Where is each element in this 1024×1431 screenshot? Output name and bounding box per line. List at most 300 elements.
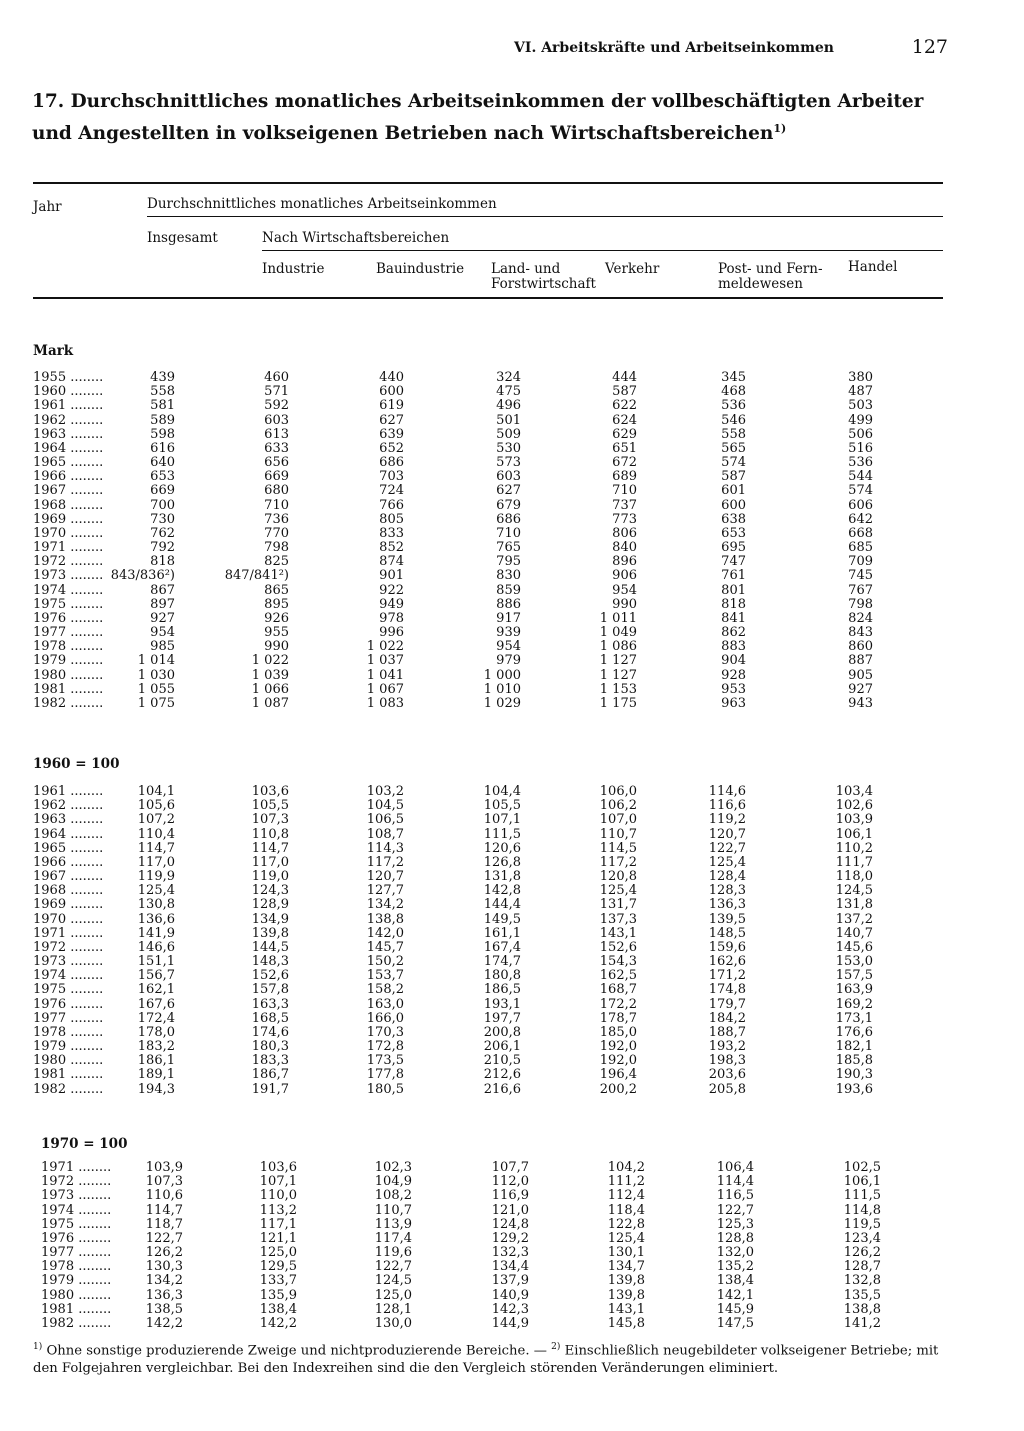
cell-insgesamt: 581 (150, 398, 175, 414)
table-row (41, 1204, 941, 1218)
table-body-1970 (41, 1161, 941, 1331)
cell-verkehr: 162,5 (599, 968, 637, 984)
cell-post: 345 (721, 370, 746, 385)
cell-land-forst: 193,1 (483, 996, 521, 1012)
table-row (33, 1068, 933, 1082)
cell-bauindustrie: 600 (379, 384, 404, 400)
cell-handel: 190,3 (835, 1067, 873, 1083)
year-cell: 1964 ........ (33, 826, 104, 842)
cell-verkehr: 773 (612, 511, 637, 527)
cell-land-forst: 679 (496, 497, 521, 513)
section-label-1970: 1970 = 100 (41, 1136, 128, 1152)
cell-bauindustrie: 153,7 (366, 968, 404, 984)
cell-land-forst: 627 (496, 483, 521, 499)
cell-post: 188,7 (708, 1024, 746, 1040)
cell-industrie: 125,0 (259, 1245, 297, 1261)
cell-verkehr: 137,3 (599, 911, 637, 927)
cell-land-forst: 830 (496, 568, 521, 584)
table-row (33, 442, 933, 456)
cell-bauindustrie: 1 041 (366, 667, 404, 683)
cell-post: 558 (721, 426, 746, 442)
cell-handel: 110,2 (835, 840, 873, 856)
cell-verkehr: 806 (612, 525, 637, 541)
table-row (33, 385, 933, 399)
cell-insgesamt: 172,4 (137, 1010, 175, 1026)
cell-handel: 103,4 (835, 784, 873, 799)
cell-industrie: 107,3 (251, 812, 289, 828)
cell-bauindustrie: 627 (379, 412, 404, 428)
col-industrie: Industrie (262, 261, 325, 277)
cell-handel: 132,8 (843, 1273, 881, 1289)
cell-industrie: 142,2 (259, 1315, 297, 1331)
cell-post: 119,2 (708, 812, 746, 828)
section-label-1960: 1960 = 100 (33, 756, 120, 772)
cell-industrie: 460 (264, 370, 289, 385)
cell-bauindustrie: 639 (379, 426, 404, 442)
cell-land-forst: 212,6 (483, 1067, 521, 1083)
cell-verkehr: 125,4 (599, 883, 637, 899)
footnote-1: Ohne sonstige produzierende Zweige und nichtproduzierende Bereiche. — (46, 1343, 547, 1359)
cell-land-forst: 131,8 (483, 869, 521, 885)
table-row (33, 828, 933, 842)
cell-industrie: 895 (264, 596, 289, 612)
cell-handel: 860 (848, 639, 873, 655)
cell-land-forst: 509 (496, 426, 521, 442)
cell-bauindustrie: 138,8 (366, 911, 404, 927)
cell-post: 587 (721, 469, 746, 485)
cell-bauindustrie: 150,2 (366, 954, 404, 970)
cell-handel: 606 (848, 497, 873, 513)
year-cell: 1977 ........ (41, 1245, 112, 1261)
cell-post: 125,3 (716, 1216, 754, 1232)
cell-post: 883 (721, 639, 746, 655)
cell-verkehr: 672 (612, 455, 637, 471)
cell-land-forst: 104,4 (483, 784, 521, 799)
cell-bauindustrie: 766 (379, 497, 404, 513)
cell-bauindustrie: 158,2 (366, 982, 404, 998)
cell-handel: 138,8 (843, 1301, 881, 1317)
cell-handel: 140,7 (835, 925, 873, 941)
cell-post: 862 (721, 625, 746, 641)
cell-industrie: 613 (264, 426, 289, 442)
cell-verkehr: 120,8 (599, 869, 637, 885)
cell-insgesamt: 792 (150, 540, 175, 556)
cell-bauindustrie: 103,2 (366, 784, 404, 799)
cell-land-forst: 765 (496, 540, 521, 556)
cell-post: 841 (721, 610, 746, 626)
cell-land-forst: 200,8 (483, 1024, 521, 1040)
year-cell: 1973 ........ (33, 954, 104, 970)
cell-handel: 798 (848, 596, 873, 612)
cell-industrie: 134,9 (251, 911, 289, 927)
cell-land-forst: 107,1 (483, 812, 521, 828)
cell-handel: 119,5 (843, 1216, 881, 1232)
cell-post: 120,7 (708, 826, 746, 842)
cell-bauindustrie: 128,1 (374, 1301, 412, 1317)
cell-land-forst: 142,3 (491, 1301, 529, 1317)
year-cell: 1977 ........ (33, 1010, 104, 1026)
cell-post: 128,3 (708, 883, 746, 899)
cell-handel: 182,1 (835, 1039, 873, 1055)
cell-verkehr: 192,0 (599, 1053, 637, 1069)
cell-insgesamt: 122,7 (145, 1230, 183, 1246)
cell-bauindustrie: 703 (379, 469, 404, 485)
cell-handel: 145,6 (835, 939, 873, 955)
cell-industrie: 710 (264, 497, 289, 513)
cell-industrie: 191,7 (251, 1081, 289, 1097)
cell-post: 116,6 (708, 798, 746, 814)
cell-insgesamt: 1 030 (137, 667, 175, 683)
cell-land-forst: 1 010 (483, 681, 521, 697)
cell-bauindustrie: 1 022 (366, 639, 404, 655)
col-verkehr: Verkehr (605, 261, 660, 277)
cell-land-forst: 132,3 (491, 1245, 529, 1261)
cell-handel: 642 (848, 511, 873, 527)
year-cell: 1975 ........ (33, 982, 104, 998)
cell-land-forst: 134,4 (491, 1259, 529, 1275)
table-row (33, 399, 933, 413)
table-row (33, 640, 933, 654)
col-insgesamt: Insgesamt (147, 230, 218, 246)
cell-bauindustrie: 163,0 (366, 996, 404, 1012)
year-cell: 1975 ........ (41, 1216, 112, 1232)
year-cell: 1960 ........ (33, 384, 104, 400)
cell-verkehr: 131,7 (599, 897, 637, 913)
cell-land-forst: 1 029 (483, 695, 521, 711)
table-row (33, 569, 933, 583)
cell-verkehr: 840 (612, 540, 637, 556)
title-footnote-ref: 1) (773, 122, 787, 135)
table-row (33, 428, 933, 442)
cell-insgesamt: 867 (150, 582, 175, 598)
cell-industrie: 669 (264, 469, 289, 485)
cell-industrie: 592 (264, 398, 289, 414)
cell-handel: 123,4 (843, 1230, 881, 1246)
cell-post: 142,1 (716, 1287, 754, 1303)
cell-bauindustrie: 106,5 (366, 812, 404, 828)
cell-bauindustrie: 173,5 (366, 1053, 404, 1069)
cell-verkehr: 651 (612, 440, 637, 456)
cell-bauindustrie: 619 (379, 398, 404, 414)
cell-industrie: 139,8 (251, 925, 289, 941)
year-cell: 1976 ........ (33, 610, 104, 626)
cell-industrie: 157,8 (251, 982, 289, 998)
year-cell: 1967 ........ (33, 483, 104, 499)
table-row (33, 1040, 933, 1054)
cell-insgesamt: 114,7 (137, 840, 175, 856)
cell-industrie: 110,0 (259, 1188, 297, 1204)
cell-verkehr: 106,2 (599, 798, 637, 814)
cell-verkehr: 139,8 (607, 1287, 645, 1303)
cell-post: 193,2 (708, 1039, 746, 1055)
cell-handel: 536 (848, 455, 873, 471)
cell-post: 106,4 (716, 1160, 754, 1175)
cell-bauindustrie: 686 (379, 455, 404, 471)
cell-land-forst: 886 (496, 596, 521, 612)
cell-verkehr: 117,2 (599, 854, 637, 870)
cell-bauindustrie: 724 (379, 483, 404, 499)
cell-industrie: 633 (264, 440, 289, 456)
cell-insgesamt: 162,1 (137, 982, 175, 998)
cell-land-forst: 149,5 (483, 911, 521, 927)
cell-industrie: 865 (264, 582, 289, 598)
cell-bauindustrie: 124,5 (374, 1273, 412, 1289)
cell-verkehr: 896 (612, 554, 637, 570)
cell-land-forst: 939 (496, 625, 521, 641)
year-cell: 1972 ........ (33, 554, 104, 570)
cell-insgesamt: 125,4 (137, 883, 175, 899)
cell-bauindustrie: 142,0 (366, 925, 404, 941)
cell-bauindustrie: 134,2 (366, 897, 404, 913)
table-row (41, 1289, 941, 1303)
cell-insgesamt: 130,8 (137, 897, 175, 913)
cell-bauindustrie: 922 (379, 582, 404, 598)
cell-bauindustrie: 852 (379, 540, 404, 556)
cell-post: 159,6 (708, 939, 746, 955)
cell-verkehr: 114,5 (599, 840, 637, 856)
year-cell: 1964 ........ (33, 440, 104, 456)
cell-land-forst: 116,9 (491, 1188, 529, 1204)
cell-industrie: 736 (264, 511, 289, 527)
cell-post: 139,5 (708, 911, 746, 927)
cell-land-forst: 475 (496, 384, 521, 400)
cell-handel: 106,1 (835, 826, 873, 842)
cell-land-forst: 144,4 (483, 897, 521, 913)
cell-post: 138,4 (716, 1273, 754, 1289)
cell-industrie: 117,1 (259, 1216, 297, 1232)
cell-bauindustrie: 901 (379, 568, 404, 584)
table-row (33, 584, 933, 598)
cell-verkehr: 710 (612, 483, 637, 499)
table-row (33, 541, 933, 555)
year-cell: 1972 ........ (33, 939, 104, 955)
cell-handel: 118,0 (835, 869, 873, 885)
cell-industrie: 144,5 (251, 939, 289, 955)
year-cell: 1965 ........ (33, 840, 104, 856)
cell-insgesamt: 104,1 (137, 784, 175, 799)
cell-land-forst: 210,5 (483, 1053, 521, 1069)
cell-verkehr: 118,4 (607, 1202, 645, 1218)
cell-verkehr: 143,1 (607, 1301, 645, 1317)
cell-handel: 176,6 (835, 1024, 873, 1040)
cell-land-forst: 530 (496, 440, 521, 456)
cell-industrie: 168,5 (251, 1010, 289, 1026)
cell-insgesamt: 141,9 (137, 925, 175, 941)
col-handel: Handel (848, 259, 898, 275)
cell-insgesamt: 616 (150, 440, 175, 456)
cell-insgesamt: 818 (150, 554, 175, 570)
cell-land-forst: 186,5 (483, 982, 521, 998)
cell-post: 132,0 (716, 1245, 754, 1261)
table-row (33, 612, 933, 626)
year-cell: 1970 ........ (33, 525, 104, 541)
year-cell: 1976 ........ (41, 1230, 112, 1246)
cell-land-forst: 111,5 (483, 826, 521, 842)
cell-handel: 544 (848, 469, 873, 485)
col-post: Post- und Fern- meldewesen (718, 261, 823, 292)
cell-handel: 163,9 (835, 982, 873, 998)
table-row (33, 470, 933, 484)
cell-bauindustrie: 180,5 (366, 1081, 404, 1097)
year-cell: 1981 ........ (33, 681, 104, 697)
cell-verkehr: 106,0 (599, 784, 637, 799)
cell-handel: 173,1 (835, 1010, 873, 1026)
table-row (33, 499, 933, 513)
cell-land-forst: 129,2 (491, 1230, 529, 1246)
cell-bauindustrie: 996 (379, 625, 404, 641)
table-row (33, 626, 933, 640)
cell-bauindustrie: 125,0 (374, 1287, 412, 1303)
year-cell: 1979 ........ (33, 653, 104, 669)
year-cell: 1961 ........ (33, 784, 104, 799)
cell-bauindustrie: 874 (379, 554, 404, 570)
cell-verkehr: 1 127 (599, 667, 637, 683)
col-bauindustrie: Bauindustrie (376, 261, 465, 277)
cell-bauindustrie: 978 (379, 610, 404, 626)
cell-insgesamt: 183,2 (137, 1039, 175, 1055)
table-row (33, 1012, 933, 1026)
cell-land-forst: 603 (496, 469, 521, 485)
year-cell: 1969 ........ (33, 511, 104, 527)
col-jahr: Jahr (33, 199, 62, 215)
cell-handel: 102,5 (843, 1160, 881, 1175)
cell-verkehr: 622 (612, 398, 637, 414)
cell-handel: 927 (848, 681, 873, 697)
col-nach: Nach Wirtschaftsbereichen (262, 230, 450, 246)
cell-handel: 111,5 (843, 1188, 881, 1204)
cell-post: 122,7 (708, 840, 746, 856)
cell-handel: 499 (848, 412, 873, 428)
table-row (33, 371, 933, 385)
cell-insgesamt: 126,2 (145, 1245, 183, 1261)
cell-industrie: 128,9 (251, 897, 289, 913)
cell-insgesamt: 110,4 (137, 826, 175, 842)
cell-bauindustrie: 117,4 (374, 1230, 412, 1246)
table-row (33, 1054, 933, 1068)
cell-handel: 685 (848, 540, 873, 556)
cell-handel: 128,7 (843, 1259, 881, 1275)
cell-industrie: 571 (264, 384, 289, 400)
table-row (33, 955, 933, 969)
year-cell: 1974 ........ (33, 968, 104, 984)
cell-insgesamt: 178,0 (137, 1024, 175, 1040)
cell-land-forst: 124,8 (491, 1216, 529, 1232)
table-row (33, 456, 933, 470)
cell-handel: 487 (848, 384, 873, 400)
cell-post: 128,8 (716, 1230, 754, 1246)
cell-verkehr: 689 (612, 469, 637, 485)
year-cell: 1971 ........ (33, 540, 104, 556)
cell-industrie: 825 (264, 554, 289, 570)
cell-bauindustrie: 1 083 (366, 695, 404, 711)
cell-insgesamt: 1 055 (137, 681, 175, 697)
cell-insgesamt: 146,6 (137, 939, 175, 955)
table-row (33, 969, 933, 983)
table-row (33, 799, 933, 813)
year-cell: 1963 ........ (33, 426, 104, 442)
col-land: Land- und Forstwirtschaft (491, 261, 596, 292)
cell-post: 128,4 (708, 869, 746, 885)
cell-industrie: 129,5 (259, 1259, 297, 1275)
table-row (33, 1083, 933, 1097)
table-row (33, 414, 933, 428)
cell-verkehr: 130,1 (607, 1245, 645, 1261)
cell-insgesamt: 117,0 (137, 854, 175, 870)
cell-post: 203,6 (708, 1067, 746, 1083)
year-cell: 1967 ........ (33, 869, 104, 885)
year-cell: 1980 ........ (33, 667, 104, 683)
footnote-2-mark: 2) (551, 1342, 561, 1352)
cell-industrie: 1 039 (251, 667, 289, 683)
cell-bauindustrie: 108,7 (366, 826, 404, 842)
cell-post: 565 (721, 440, 746, 456)
cell-insgesamt: 142,2 (145, 1315, 183, 1331)
table-title-text: Durchschnittliches monatliches Arbeitseinkommen der vollbeschäftigten Arbeiter und Angestellten in volkseigenen Betrieben nach Wirtschaftsbereichen (32, 91, 924, 145)
cell-industrie: 955 (264, 625, 289, 641)
cell-industrie: 103,6 (251, 784, 289, 799)
cell-post: 801 (721, 582, 746, 598)
cell-industrie: 186,7 (251, 1067, 289, 1083)
table-row (33, 555, 933, 569)
year-cell: 1979 ........ (41, 1273, 112, 1289)
year-cell: 1981 ........ (41, 1301, 112, 1317)
table-row (33, 998, 933, 1012)
cell-land-forst: 107,7 (491, 1160, 529, 1175)
cell-handel: 106,1 (843, 1174, 881, 1190)
cell-land-forst: 121,0 (491, 1202, 529, 1218)
cell-bauindustrie: 1 037 (366, 653, 404, 669)
cell-verkehr: 178,7 (599, 1010, 637, 1026)
cell-post: 600 (721, 497, 746, 513)
year-cell: 1982 ........ (33, 695, 104, 711)
year-cell: 1973 ........ (33, 568, 104, 584)
cell-post: 114,4 (716, 1174, 754, 1190)
top-rule (33, 182, 943, 184)
cell-handel: 943 (848, 695, 873, 711)
cell-industrie: 163,3 (251, 996, 289, 1012)
cell-land-forst: 573 (496, 455, 521, 471)
year-cell: 1972 ........ (41, 1174, 112, 1190)
year-cell: 1962 ........ (33, 412, 104, 428)
cell-post: 536 (721, 398, 746, 414)
cell-insgesamt: 105,6 (137, 798, 175, 814)
cell-bauindustrie: 652 (379, 440, 404, 456)
cell-post: 963 (721, 695, 746, 711)
year-cell: 1973 ........ (41, 1188, 112, 1204)
table-row (41, 1161, 941, 1175)
cell-insgesamt: 640 (150, 455, 175, 471)
cell-land-forst: 710 (496, 525, 521, 541)
cell-verkehr: 152,6 (599, 939, 637, 955)
cell-land-forst: 859 (496, 582, 521, 598)
table-row (41, 1189, 941, 1203)
cell-post: 638 (721, 511, 746, 527)
running-header (0, 36, 1024, 64)
cell-handel: 503 (848, 398, 873, 414)
cell-insgesamt: 186,1 (137, 1053, 175, 1069)
cell-bauindustrie: 113,9 (374, 1216, 412, 1232)
cell-handel: 905 (848, 667, 873, 683)
cell-industrie: 124,3 (251, 883, 289, 899)
cell-insgesamt: 439 (150, 370, 175, 385)
cell-post: 174,8 (708, 982, 746, 998)
cell-verkehr: 629 (612, 426, 637, 442)
cell-handel: 824 (848, 610, 873, 626)
cell-verkehr: 200,2 (599, 1081, 637, 1097)
table-row (41, 1246, 941, 1260)
table-title (32, 88, 952, 147)
cell-bauindustrie: 119,6 (374, 1245, 412, 1261)
